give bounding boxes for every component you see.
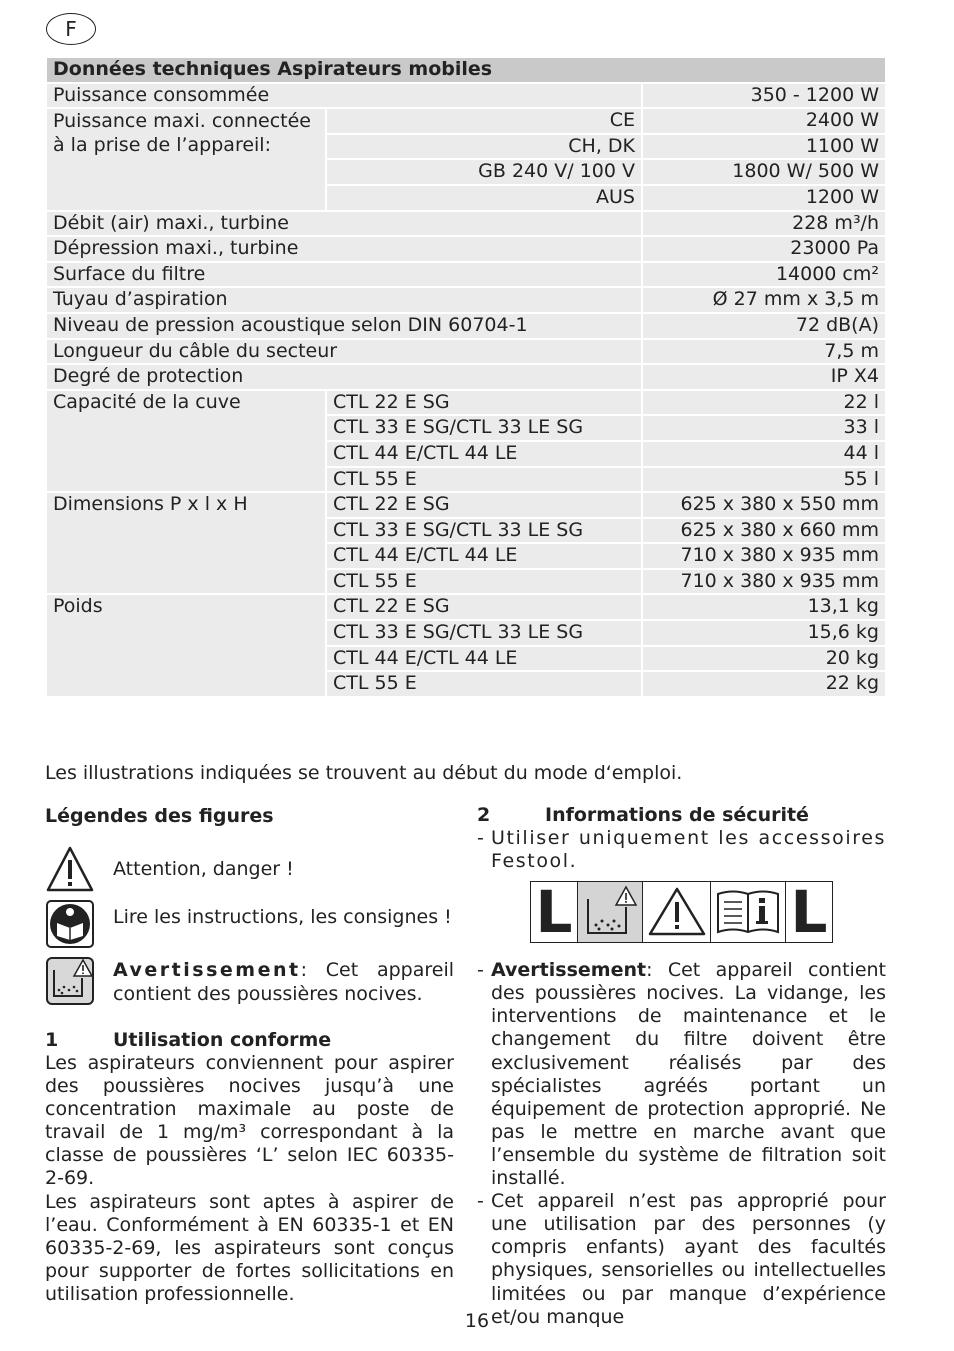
row-value: 350 - 1200 W <box>642 83 886 109</box>
table-header-row <box>46 57 886 83</box>
row-label: Puissance maxi. connectée à la prise de l’appareil: <box>46 108 326 210</box>
legend-read <box>45 899 454 956</box>
section-2-title <box>477 803 886 827</box>
dust-class-l-left: L <box>531 882 578 942</box>
read-manual-icon <box>711 882 786 942</box>
row-value: IP X4 <box>642 364 886 390</box>
safety-item-3 <box>477 1190 886 1329</box>
technical-data-table <box>45 56 887 698</box>
warning-triangle-icon <box>45 845 95 895</box>
table-row <box>46 492 886 518</box>
table-row <box>46 313 886 339</box>
row-label: Surface du filtre <box>46 262 642 288</box>
dust-container-icon <box>578 882 643 942</box>
dust-class-l-right: L <box>790 878 828 947</box>
language-badge <box>46 13 96 45</box>
table-row <box>46 211 886 237</box>
row-label: Puissance consommée <box>46 83 642 109</box>
row-value: 14000 cm² <box>642 262 886 288</box>
section-2-number: 2 <box>477 804 491 826</box>
row-label: Dimensions P x l x H <box>46 492 326 594</box>
row-label: Capacité de la cuve <box>46 390 326 492</box>
region-cell: CH, DK <box>326 134 642 160</box>
dust-class-symbol-strip <box>530 878 833 947</box>
language-code: F <box>65 17 77 41</box>
model-cell: CTL 55 E <box>326 467 642 493</box>
model-cell: CTL 44 E/CTL 44 LE <box>326 441 642 467</box>
row-value: 44 l <box>642 441 886 467</box>
left-column <box>45 803 454 1306</box>
legend-warning-bold: Avertissement <box>113 959 301 981</box>
row-value: 7,5 m <box>642 339 886 365</box>
section-1-title <box>45 1028 454 1052</box>
row-label: Tuyau d’aspiration <box>46 287 642 313</box>
model-cell: CTL 55 E <box>326 569 642 595</box>
model-cell: CTL 44 E/CTL 44 LE <box>326 543 642 569</box>
model-cell: CTL 44 E/CTL 44 LE <box>326 646 642 672</box>
safety-item-2-text: : Cet appareil contient des poussières nocives. La vidange, les interventions de maintenance et le changement du filtre doivent être exclusivement réalisés par des spécialistes agréés portant un équipement de protection approprié. Ne pas le mettre en marche avant que l’ensemble du système de filtration soit installé. <box>491 959 886 1190</box>
row-value: 710 x 380 x 935 mm <box>642 543 886 569</box>
row-label: Débit (air) maxi., turbine <box>46 211 642 237</box>
row-value: 710 x 380 x 935 mm <box>642 569 886 595</box>
legend-read-text: Lire les instructions, les consignes ! <box>113 906 452 928</box>
dust-container-icon <box>45 956 95 1006</box>
row-value: 72 dB(A) <box>642 313 886 339</box>
table-row <box>46 236 886 262</box>
row-label: Poids <box>46 594 326 696</box>
right-column <box>477 803 886 1329</box>
safety-item-3-text: Cet appareil n’est pas approprié pour une utilisation par des personnes (y compris enfants) ayant des facultés physiques, sensorielles ou intellectuelles limitées ou par manque d’expérience et/ou manque <box>491 1190 886 1328</box>
row-value: 23000 Pa <box>642 236 886 262</box>
safety-item-1-text: Utiliser uniquement les accessoires Festool. <box>491 827 886 873</box>
dash: - <box>477 1190 484 1213</box>
legend-title: Légendes des figures <box>45 805 274 827</box>
row-value: 15,6 kg <box>642 620 886 646</box>
row-value: 55 l <box>642 467 886 493</box>
row-value: 2400 W <box>642 108 886 134</box>
legend-warning <box>45 956 454 1016</box>
row-value: 22 kg <box>642 671 886 697</box>
row-value: 625 x 380 x 660 mm <box>642 518 886 544</box>
table-row <box>46 339 886 365</box>
section-2-title-text: Informations de sécurité <box>545 804 809 826</box>
model-cell: CTL 22 E SG <box>326 492 642 518</box>
section-1-paragraph-2: Les aspirateurs sont aptes à aspirer de l’eau. Conformément à EN 60335-1 et EN 60335-2-69, les aspirateurs sont conçus pour supporter de fortes sollicitations en utilisation professionnelle. <box>45 1190 454 1305</box>
legend-warning-text <box>113 958 454 1006</box>
row-value: 625 x 380 x 550 mm <box>642 492 886 518</box>
table-row <box>46 390 886 416</box>
page-number: 16 <box>464 1310 490 1332</box>
legend-warning-rest: : Cet appareil contient des poussières nocives. <box>113 959 454 1005</box>
region-cell: AUS <box>326 185 642 211</box>
row-value: 20 kg <box>642 646 886 672</box>
row-label: Niveau de pression acoustique selon DIN 60704-1 <box>46 313 642 339</box>
model-cell: CTL 22 E SG <box>326 594 642 620</box>
dash: - <box>477 959 484 982</box>
row-value: 228 m³/h <box>642 211 886 237</box>
table-row <box>46 262 886 288</box>
model-cell: CTL 55 E <box>326 671 642 697</box>
model-cell: CTL 33 E SG/CTL 33 LE SG <box>326 518 642 544</box>
row-value: 1200 W <box>642 185 886 211</box>
safety-item-1 <box>477 827 886 873</box>
legend-danger-text: Attention, danger ! <box>113 858 294 880</box>
table-row <box>46 83 886 109</box>
row-label: Dépression maxi., turbine <box>46 236 642 262</box>
region-cell: GB 240 V/ 100 V <box>326 159 642 185</box>
row-label: Degré de protection <box>46 364 642 390</box>
model-cell: CTL 22 E SG <box>326 390 642 416</box>
model-cell: CTL 33 E SG/CTL 33 LE SG <box>326 620 642 646</box>
legend-danger <box>45 845 454 899</box>
intro-text: Les illustrations indiquées se trouvent au début du mode d‘emploi. <box>45 762 683 784</box>
row-value: 1100 W <box>642 134 886 160</box>
dash: - <box>477 827 484 849</box>
table-title: Données techniques Aspirateurs mobiles <box>46 57 886 83</box>
row-value: 1800 W/ 500 W <box>642 159 886 185</box>
read-manual-icon <box>45 899 95 949</box>
row-value: 22 l <box>642 390 886 416</box>
table-row <box>46 108 886 134</box>
section-1-title-text: Utilisation conforme <box>113 1029 332 1051</box>
safety-item-2-bold: Avertissement <box>491 959 647 982</box>
section-1-paragraph-1: Les aspirateurs conviennent pour aspirer des poussières nocives jusqu’à une concentration maximale au poste de travail de 1 mg/m³ correspondant à la classe de poussières ‘L’ selon IEC 60335-2-69. <box>45 1052 454 1190</box>
table-row <box>46 364 886 390</box>
row-value: Ø 27 mm x 3,5 m <box>642 287 886 313</box>
row-value: 33 l <box>642 415 886 441</box>
section-1-number: 1 <box>45 1029 59 1051</box>
region-cell: CE <box>326 108 642 134</box>
row-value: 13,1 kg <box>642 594 886 620</box>
warning-triangle-icon <box>643 882 711 942</box>
model-cell: CTL 33 E SG/CTL 33 LE SG <box>326 415 642 441</box>
row-label: Longueur du câble du secteur <box>46 339 642 365</box>
table-row <box>46 594 886 620</box>
table-row <box>46 287 886 313</box>
safety-item-2 <box>477 959 886 1190</box>
